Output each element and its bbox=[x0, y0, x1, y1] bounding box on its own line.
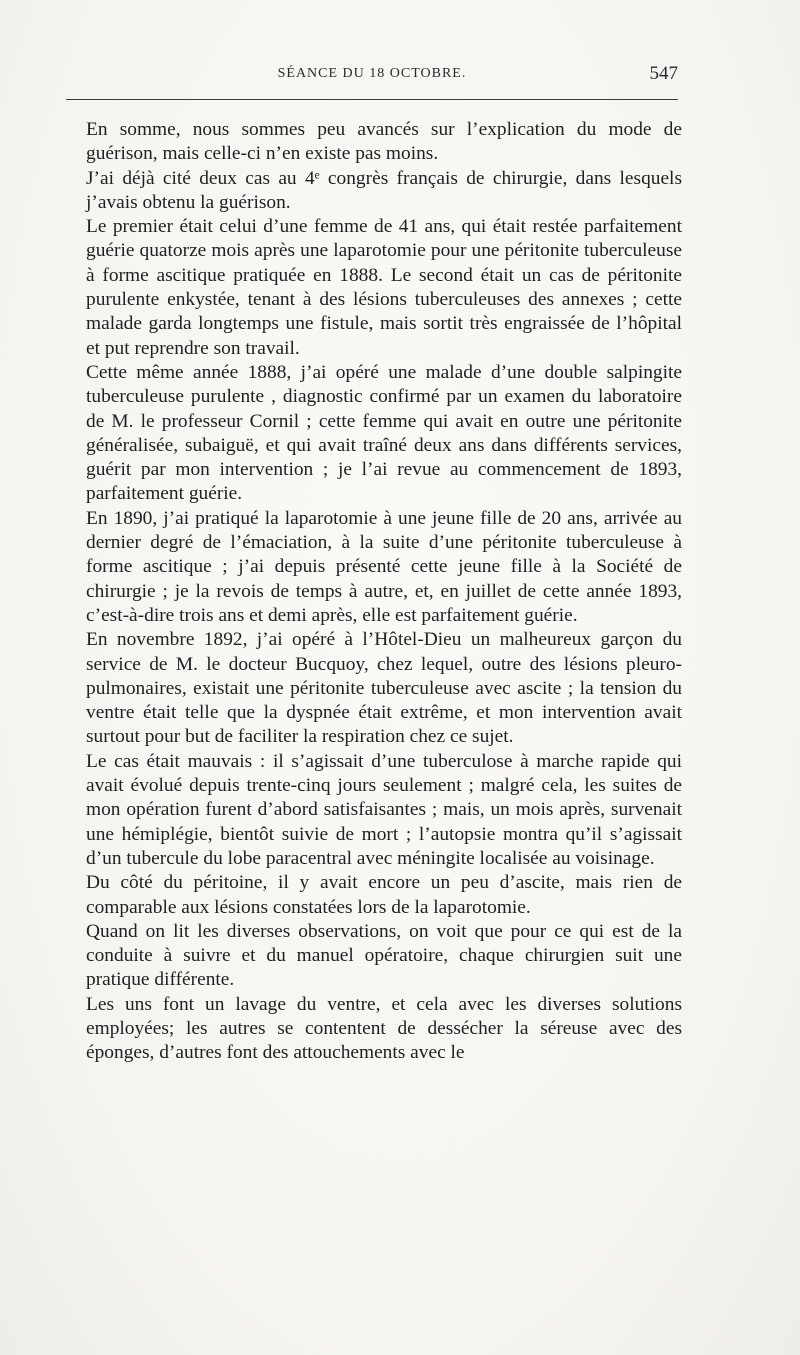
paragraph-6: En novembre 1892, j’ai opéré à l’Hôtel-Dieu un malheureux garçon du service de M. le docteur Bucquoy, chez lequel, outre des lésions pleuro-pulmonaires, existait une péritonite tuberculeuse avec ascite ; la tension du ventre était telle que la dyspnée était extrême, et mon intervention avait surtout pour but de faciliter la respiration chez ce sujet. bbox=[86, 629, 682, 748]
paragraph-4: Cette même année 1888, j’ai opéré une malade d’une double salpingite tuberculeuse purulente , diagnostic confirmé par un examen du laboratoire de M. le professeur Cornil ; cette femme qui avait en outre une péritonite généralisée, subaiguë, et qui avait traîné deux ans dans différents services, guérit par mon intervention ; je l’ai revue au commencement de 1893, parfaitement guérie. bbox=[86, 361, 682, 505]
body-text bbox=[86, 118, 682, 1066]
page-number: 547 bbox=[649, 63, 678, 84]
paragraph-2: J’ai déjà cité deux cas au 4ᵉ congrès français de chirurgie, dans lesquels j’avais obtenu la guérison. bbox=[86, 167, 682, 213]
paragraph-1: En somme, nous sommes peu avancés sur l’explication du mode de guérison, mais celle-ci n’en existe pas moins. bbox=[86, 119, 682, 165]
header-rule bbox=[66, 99, 678, 100]
paragraph-10: Les uns font un lavage du ventre, et cela avec les diverses solutions employées; les autres se contentent de dessécher la séreuse avec des éponges, d’autres font des attouchements avec le bbox=[86, 993, 682, 1064]
paragraph-3: Le premier était celui d’une femme de 41 ans, qui était restée parfaitement guérie quatorze mois après une laparotomie pour une péritonite tuberculeuse à forme ascitique pratiquée en 1888. Le second était un cas de péritonite purulente enkystée, tenant à des lésions tuberculeuses des annexes ; cette malade garda longtemps une fistule, mais sortit très engraissée de l’hôpital et put reprendre son travail. bbox=[86, 216, 682, 359]
paragraph-7: Le cas était mauvais : il s’agissait d’une tuberculose à marche rapide qui avait évolué depuis trente-cinq jours seulement ; malgré cela, les suites de mon opération furent d’abord satisfaisantes ; mais, un mois après, survenait une hémiplégie, bientôt suivie de mort ; l’autopsie montra qu’il s’agissait d’un tubercule du lobe paracentral avec méningite localisée au voisinage. bbox=[86, 750, 682, 869]
paragraph-8: Du côté du péritoine, il y avait encore un peu d’ascite, mais rien de comparable aux lésions constatées lors de la laparotomie. bbox=[86, 872, 682, 918]
paragraph-5: En 1890, j’ai pratiqué la laparotomie à une jeune fille de 20 ans, arrivée au dernier degré de l’émaciation, à la suite d’une péritonite tuberculeuse à forme ascitique ; j’ai depuis présenté cette jeune fille à la Société de chirurgie ; je la revois de temps à autre, et, en juillet de cette année 1893, c’est-à-dire trois ans et demi après, elle est parfaitement guérie. bbox=[86, 507, 682, 626]
paragraph-9: Quand on lit les diverses observations, on voit que pour ce qui est de la conduite à suivre et du manuel opératoire, chaque chirurgien suit une pratique différente. bbox=[86, 920, 682, 991]
running-title: SÉANCE DU 18 OCTOBRE. bbox=[277, 66, 467, 81]
page-header bbox=[66, 62, 678, 86]
